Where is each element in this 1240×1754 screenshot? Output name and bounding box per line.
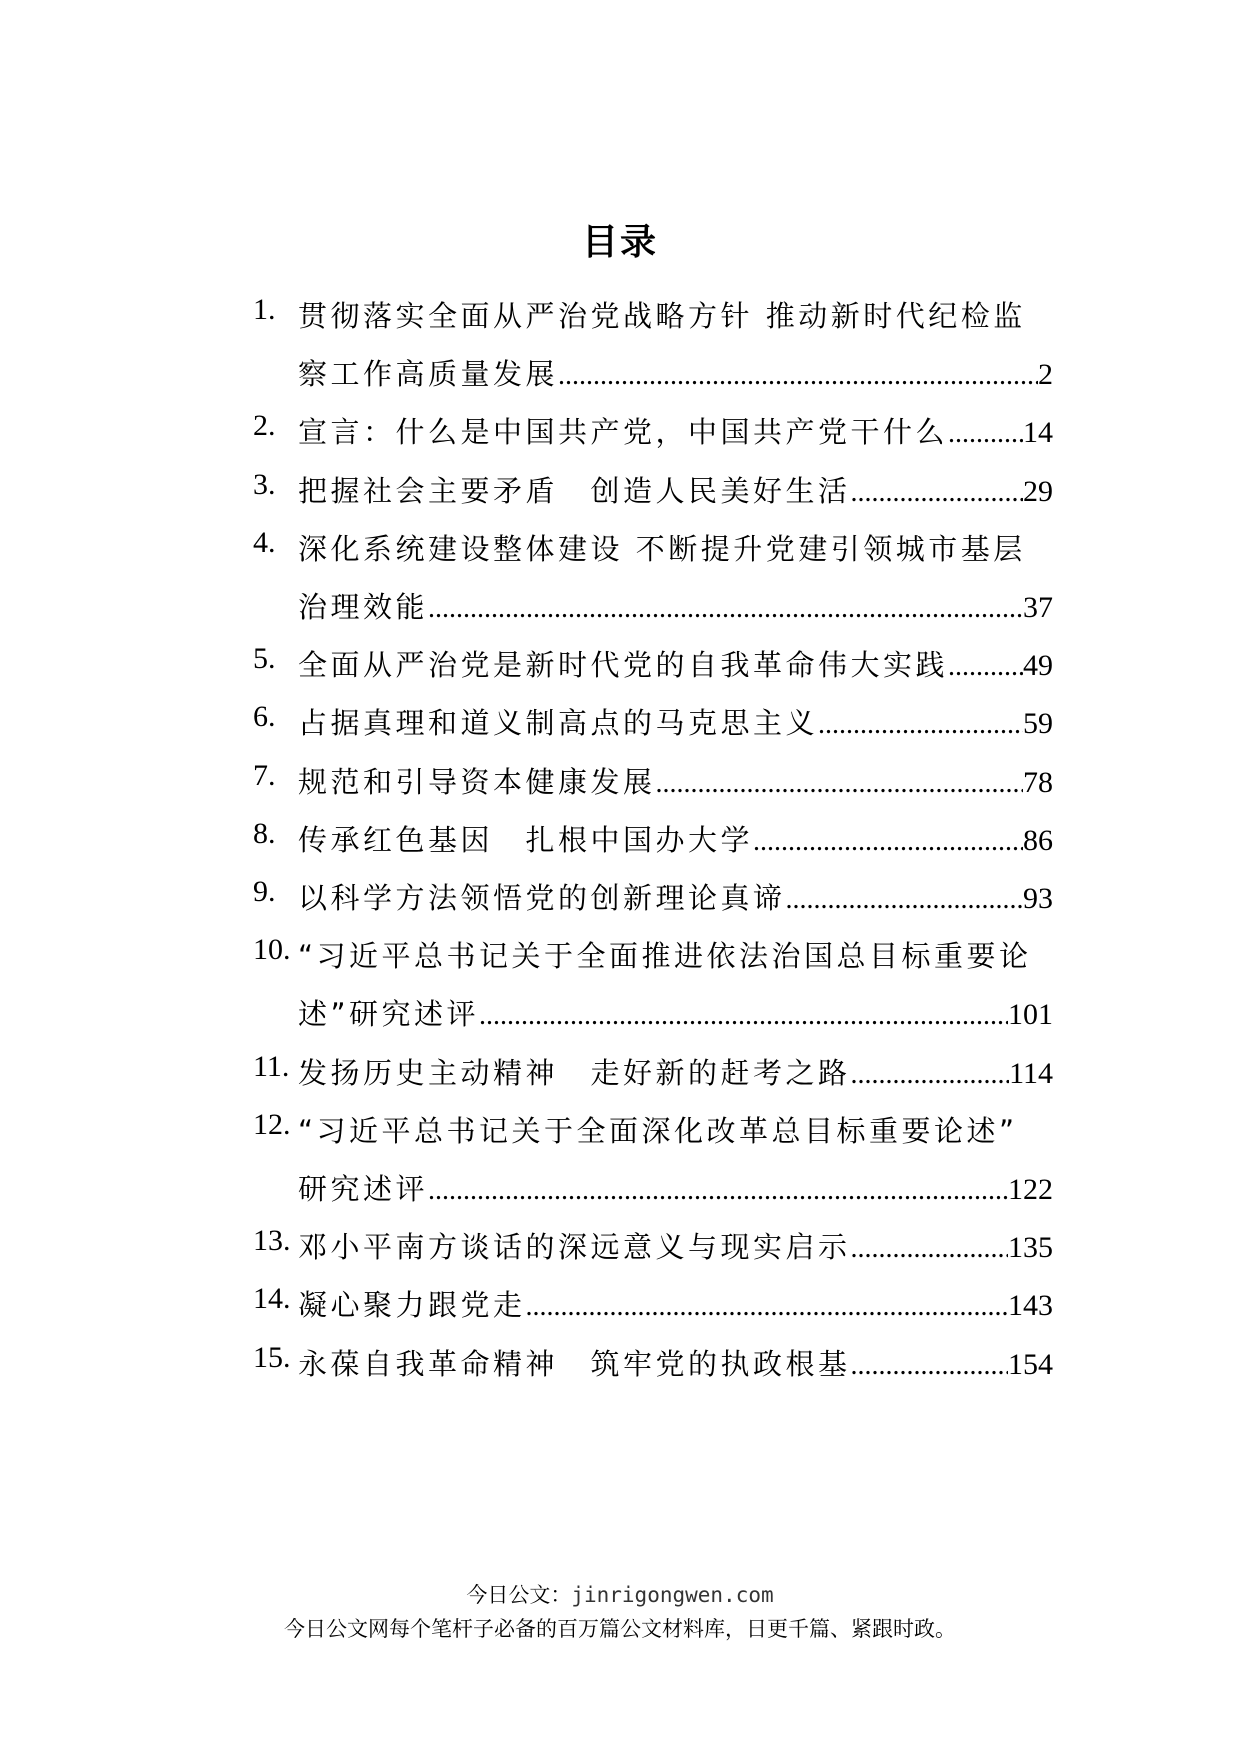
footer-slogan: 今日公文网每个笔杆子必备的百万篇公文材料库，日更千篇、紧跟时政。 — [284, 1617, 956, 1641]
toc-page-number: 14 — [1023, 416, 1053, 450]
toc-page-number: 49 — [1023, 649, 1053, 683]
toc-entry-number: 12. — [253, 1107, 291, 1141]
toc-page-number: 2 — [1038, 358, 1053, 392]
toc-dot-leader — [753, 819, 1023, 865]
footer-site-label: 今日公文： — [466, 1583, 572, 1607]
toc-entry-number: 5. — [253, 642, 276, 676]
toc-entry-title: 宣言：什么是中国共产党，中国共产党干什么 — [298, 415, 949, 450]
toc-entry-title: 发扬历史主动精神 走好新的赶考之路 — [298, 1055, 851, 1090]
toc-entry-number: 15. — [253, 1340, 291, 1374]
toc-entry-title: 把握社会主要矛盾 创造人民美好生活 — [298, 473, 851, 508]
toc-page-number: 114 — [1009, 1056, 1053, 1090]
toc-page-number: 101 — [1008, 998, 1053, 1032]
toc-page-number: 37 — [1023, 590, 1053, 624]
toc-page-number: 59 — [1023, 707, 1053, 741]
toc-page-number: 86 — [1023, 823, 1053, 857]
toc-page-number: 135 — [1008, 1231, 1053, 1265]
toc-entry-title-line: “习近平总书记关于全面深化改革总目标重要论述” — [298, 1113, 1018, 1148]
toc-entry-title: 全面从严治党是新时代党的自我革命伟大实践 — [298, 648, 949, 683]
toc-dot-leader — [851, 1343, 1008, 1389]
toc-entry-title: 规范和引导资本健康发展 — [298, 764, 656, 799]
toc-dot-leader — [786, 877, 1023, 923]
toc-entry-title: 邓小平南方谈话的深远意义与现实启示 — [298, 1230, 851, 1265]
toc-entry-number: 10. — [253, 933, 291, 967]
toc-entry-number: 1. — [253, 293, 276, 326]
toc-dot-leader — [851, 470, 1023, 516]
footer-site-line — [0, 1581, 1240, 1609]
toc-page-number: 29 — [1023, 474, 1053, 508]
toc-dot-leader — [428, 1168, 1008, 1214]
toc-dot-leader — [948, 644, 1023, 690]
toc-dot-leader — [558, 353, 1038, 399]
toc-dot-leader — [656, 761, 1023, 807]
toc-entry-title: 察工作高质量发展 — [298, 357, 559, 392]
toc-dot-leader — [851, 1052, 1010, 1098]
footer-site-url[interactable]: jinrigongwen.com — [571, 1583, 774, 1607]
toc-page-number: 143 — [1008, 1289, 1053, 1323]
toc-dot-leader — [818, 702, 1023, 748]
toc-entry-title: 治理效能 — [298, 589, 429, 624]
toc-entry-title: 永葆自我革命精神 筑牢党的执政根基 — [298, 1346, 851, 1381]
toc-dot-leader — [851, 1226, 1008, 1272]
toc-entry-title-line: 贯彻落实全面从严治党战略方针 推动新时代纪检监 — [298, 299, 1026, 333]
toc-page-number: 154 — [1008, 1347, 1053, 1381]
toc-entry-title: 述”研究述评 — [298, 997, 480, 1032]
toc-entry-title: 研究述评 — [298, 1171, 429, 1206]
page-title: 目录 — [581, 221, 658, 263]
toc-entry-title-line: “习近平总书记关于全面推进依法治国总目标重要论 — [298, 939, 1032, 974]
toc-page-number: 78 — [1023, 765, 1053, 799]
toc-entry-number: 8. — [253, 816, 276, 850]
toc-entry-number: 7. — [253, 758, 276, 792]
toc-entry-title-line: 深化系统建设整体建设 不断提升党建引领城市基层 — [298, 531, 1026, 566]
toc-entry-title: 占据真理和道义制高点的马克思主义 — [298, 706, 819, 741]
toc-entry-title: 以科学方法领悟党的创新理论真谛 — [298, 881, 786, 915]
toc-entry-number: 3. — [253, 467, 276, 501]
toc-entry-title: 凝心聚力跟党走 — [298, 1288, 526, 1323]
toc-entry-number: 13. — [253, 1224, 291, 1258]
toc-entry-number: 2. — [253, 409, 276, 443]
toc-entry-number: 11. — [253, 1049, 290, 1083]
toc-page-number: 93 — [1023, 882, 1053, 915]
toc-entry-number: 6. — [253, 700, 276, 734]
toc-entry-number: 9. — [253, 875, 276, 908]
toc-entry-number: 4. — [253, 525, 276, 559]
toc-entry-number: 14. — [253, 1282, 291, 1316]
toc-dot-leader — [428, 586, 1023, 632]
toc-entry-title: 传承红色基因 扎根中国办大学 — [298, 822, 754, 857]
toc-dot-leader — [479, 993, 1008, 1039]
toc-dot-leader — [948, 411, 1023, 457]
toc-dot-leader — [526, 1284, 1008, 1330]
toc-page-number: 122 — [1008, 1172, 1053, 1206]
